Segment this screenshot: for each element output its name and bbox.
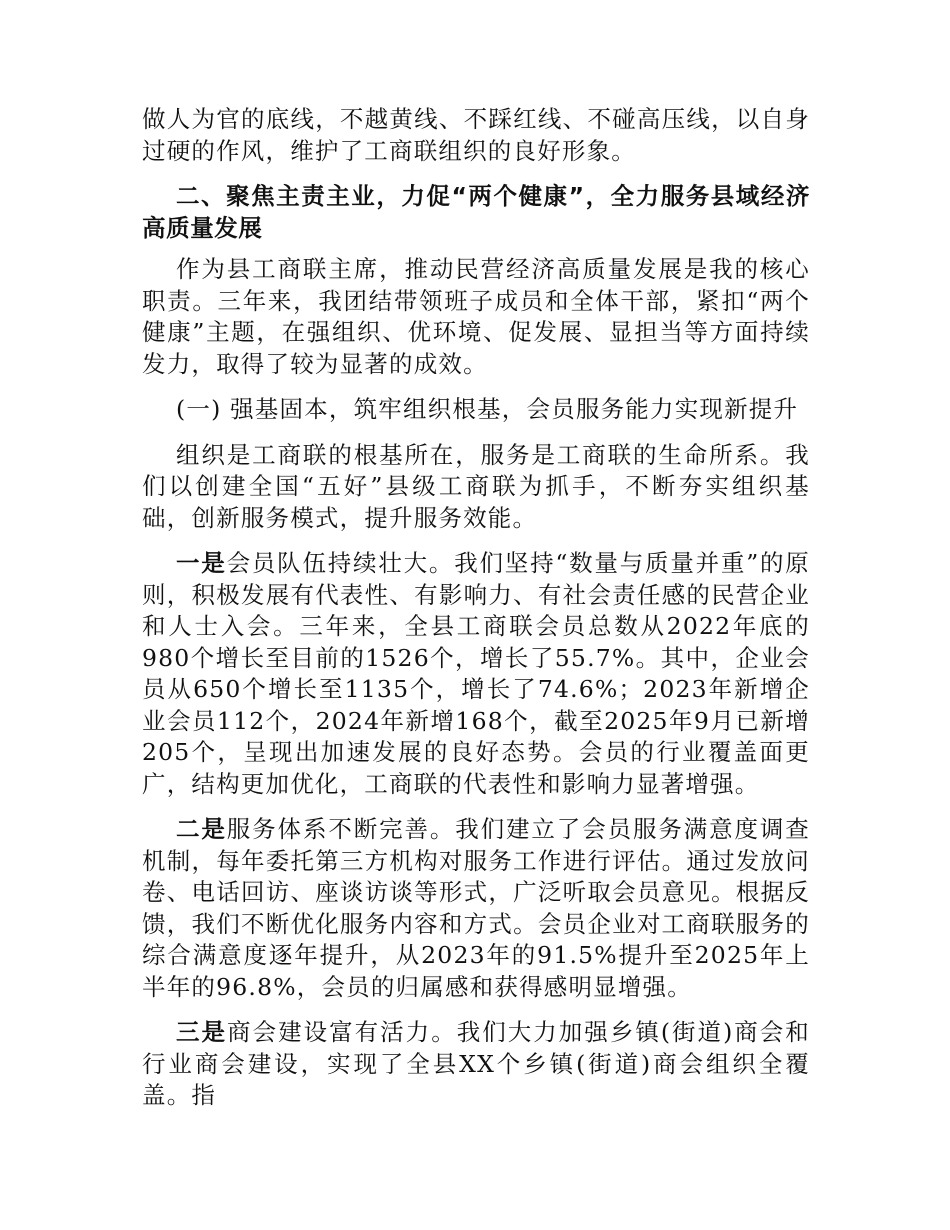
item-2-text: 服务体系不断完善。我们建立了会员服务满意度调查机制，每年委托第三方机构对服务工作进行评估。通过发放问卷、电话回访、座谈访谈等形式，广泛听取会员意见。根据反馈，我们不断优化服务内容和方式。会员企业对工商联服务的综合满意度逐年提升，从2023年的91.5%提升至2025年上半年的96.8%，会员的归属感和获得感明显增强。	[142, 815, 810, 1001]
item-1-lead: 一是	[176, 549, 227, 577]
item-3-lead: 三是	[176, 1018, 228, 1046]
item-3-text: 商会建设富有活力。我们大力加强乡镇(街道)商会和行业商会建设，实现了全县XX个乡镇(街道)商会组织全覆盖。指	[142, 1018, 810, 1109]
item-2-paragraph	[142, 814, 810, 1003]
organization-paragraph: 组织是工商联的根基所在，服务是工商联的生命所系。我们以创建全国“五好”县级工商联为抓手，不断夯实组织基础，创新服务模式，提升服务效能。	[142, 440, 810, 532]
intro-paragraph: 做人为官的底线，不越黄线、不踩红线、不碰高压线，以自身过硬的作风，维护了工商联组织的良好形象。	[142, 105, 810, 165]
role-paragraph: 作为县工商联主席，推动民营经济高质量发展是我的核心职责。三年来，我团结带领班子成员和全体干部，紧扣“两个健康”主题，在强组织、优环境、促发展、显担当等方面持续发力，取得了较为显著的成效。	[142, 255, 810, 378]
item-1-text: 会员队伍持续壮大。我们坚持“数量与质量并重”的原则，积极发展有代表性、有影响力、有社会责任感的民营企业和人士入会。三年来，全县工商联会员总数从2022年底的980个增长至目前的1526个，增长了55.7%。其中，企业会员从650个增长至1135个，增长了74.6%；2023年新增企业会员112个，2024年新增168个，截至2025年9月已新增205个，呈现出加速发展的良好态势。会员的行业覆盖面更广，结构更加优化，工商联的代表性和影响力显著增强。	[142, 549, 811, 798]
subheading-1: (一) 强基固本，筑牢组织根基，会员服务能力实现新提升	[176, 395, 799, 423]
item-2-lead: 二是	[176, 815, 227, 843]
item-3-paragraph	[142, 1017, 810, 1112]
item-1-paragraph	[142, 548, 810, 800]
document-page	[142, 104, 810, 1112]
section-heading-2: 二、聚焦主责主业，力促“两个健康”，全力服务县域经济高质量发展	[142, 182, 810, 242]
